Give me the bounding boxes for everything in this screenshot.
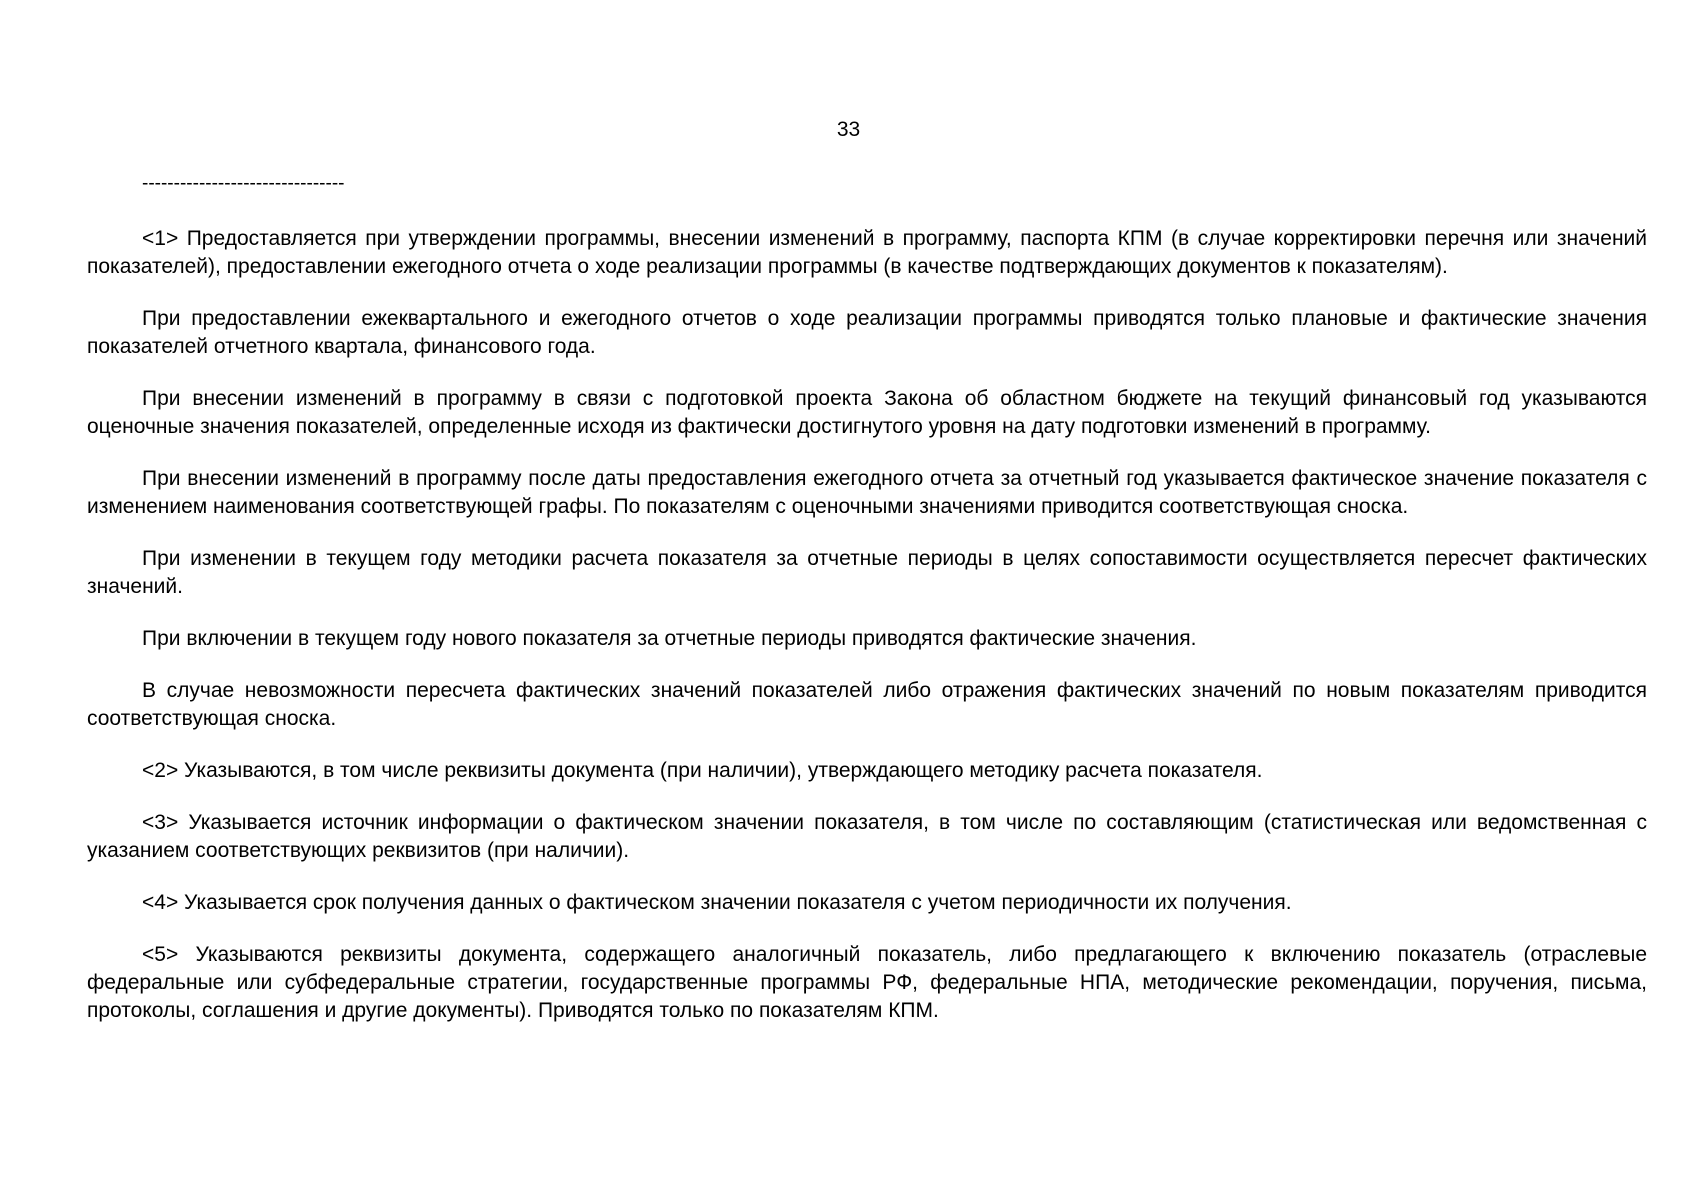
- footnote-paragraph: В случае невозможности пересчета фактических значений показателей либо отражения фактических значений по новым показателям приводится соответствующая сноска.: [87, 679, 1647, 730]
- footnote-paragraph: При внесении изменений в программу в связи с подготовкой проекта Закона об областном бюджете на текущий финансовый год указываются оценочные значения показателей, определенные исходя из фактически достигнутого уровня на дату подготовки изменений в программу.: [87, 387, 1647, 438]
- footnote-5: <5> Указываются реквизиты документа, содержащего аналогичный показатель, либо предлагающего к включению показатель (отраслевые федеральные или субфедеральные стратегии, государственные программы РФ, федеральные НПА, методические рекомендации, поручения, письма, протоколы, соглашения и другие документы). Приводятся только по показателям КПМ.: [87, 943, 1647, 1022]
- footnote-paragraph: При предоставлении ежеквартального и ежегодного отчетов о ходе реализации программы приводятся только плановые и фактические значения показателей отчетного квартала, финансового года.: [87, 307, 1647, 358]
- page-number: 33: [836, 118, 861, 141]
- footnote-3: <3> Указывается источник информации о фактическом значении показателя, в том числе по составляющим (статистическая или ведомственная с указанием соответствующих реквизитов (при наличии).: [87, 811, 1647, 862]
- footnote-4: <4> Указывается срок получения данных о фактическом значении показателя с учетом периодичности их получения.: [142, 891, 1292, 914]
- footnote-paragraph: При изменении в текущем году методики расчета показателя за отчетные периоды в целях сопоставимости осуществляется пересчет фактических значений.: [87, 547, 1647, 598]
- footnote-paragraph: При внесении изменений в программу после даты предоставления ежегодного отчета за отчетный год указывается фактическое значение показателя с изменением наименования соответствующей графы. По показателям с оценочными значениями приводится соответствующая сноска.: [87, 467, 1647, 518]
- footnote-1: <1> Предоставляется при утверждении программы, внесении изменений в программу, паспорта КПМ (в случае корректировки перечня или значений показателей), предоставлении ежегодного отчета о ходе реализации программы (в качестве подтверждающих документов к показателям).: [87, 227, 1647, 278]
- footnote-2: <2> Указываются, в том числе реквизиты документа (при наличии), утверждающего методику расчета показателя.: [142, 759, 1263, 782]
- footnotes-section: [87, 225, 1647, 1049]
- footnote-paragraph: При включении в текущем году нового показателя за отчетные периоды приводятся фактические значения.: [142, 627, 1197, 650]
- footnote-separator: --------------------------------: [142, 173, 345, 194]
